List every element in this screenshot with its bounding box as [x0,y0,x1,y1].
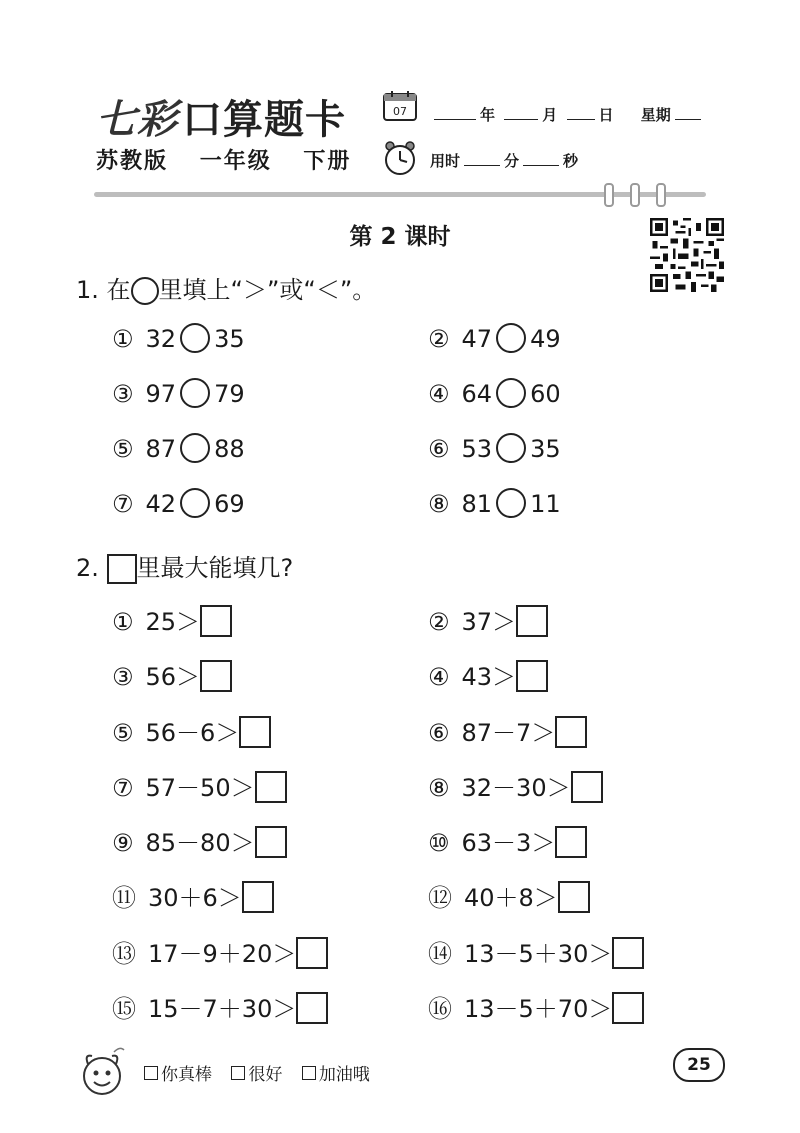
binder-ring [656,183,666,207]
q2-item [428,823,587,860]
answer-box[interactable] [612,937,644,969]
expression: 56－6＞ [145,719,240,747]
question-2-title [76,548,293,584]
rating-checkbox[interactable] [302,1066,316,1080]
answer-box[interactable] [296,992,328,1024]
left-number: 47 [461,325,493,353]
item-label: ⑤ [112,435,134,463]
right-number: 60 [530,380,561,408]
answer-circle[interactable] [180,488,210,518]
calendar-day: 07 [393,105,407,118]
binder-ring [630,183,640,207]
brand-suffix: 口算题卡 [182,96,346,143]
question-1-text-after: 里填上“＞”或“＜”。 [158,276,377,304]
answer-circle[interactable] [180,323,210,353]
left-number: 97 [145,380,177,408]
seconds-label: 秒 [563,152,579,170]
circle-symbol [131,277,159,305]
right-number: 79 [214,380,245,408]
q2-item [112,989,328,1026]
item-label: ⑦ [112,774,134,802]
q2-item [428,878,590,915]
q2-item [428,768,603,805]
item-label: ⑯ [428,995,452,1023]
answer-circle[interactable] [180,378,210,408]
calendar-icon [382,90,418,122]
item-label: ⑧ [428,774,450,802]
answer-box[interactable] [612,992,644,1024]
answer-circle[interactable] [496,488,526,518]
question-2-text: 里最大能填几? [136,554,294,582]
q2-item [112,602,232,639]
seconds-blank[interactable] [523,151,559,166]
right-number: 69 [214,490,245,518]
rating-label: 加油哦 [318,1065,370,1085]
item-label: ⑨ [112,829,134,857]
left-number: 81 [461,490,493,518]
item-label: ⑪ [112,884,136,912]
item-label: ⑦ [112,490,134,518]
answer-box[interactable] [555,716,587,748]
right-number: 35 [214,325,245,353]
question-2-number: 2. [76,554,99,582]
lesson-title: 第 2 课时 [349,224,451,250]
q2-item [112,713,271,750]
q2-item [428,602,548,639]
item-label: ③ [112,663,134,691]
expression: 13－5＋30＞ [464,940,613,968]
expression: 17－9＋20＞ [148,940,297,968]
item-label: ⑥ [428,719,450,747]
right-number: 11 [530,490,561,518]
q2-item [112,878,274,915]
binder-ring [604,183,614,207]
year-label: 年 [480,106,496,124]
expression: 57－50＞ [145,774,255,802]
item-label: ① [112,325,134,353]
expression: 25＞ [145,608,201,636]
item-label: ④ [428,380,450,408]
item-label: ④ [428,663,450,691]
month-label: 月 [542,106,558,124]
answer-circle[interactable] [496,378,526,408]
elapsed-label: 用时 [430,152,461,170]
month-blank[interactable] [504,105,538,120]
header-divider [94,192,706,197]
expression: 37＞ [461,608,517,636]
rating-label: 你真棒 [161,1065,212,1085]
q2-item [428,934,644,971]
item-label: ⑥ [428,435,450,463]
right-number: 35 [530,435,561,463]
question-1-number: 1. [76,276,99,304]
rating-checkbox[interactable] [231,1066,245,1080]
q2-item [112,768,287,805]
expression: 40＋8＞ [464,884,558,912]
answer-box[interactable] [516,605,548,637]
rating-checkbox[interactable] [144,1066,158,1080]
right-number: 88 [214,435,245,463]
question-1-title [76,270,376,305]
weekday-blank[interactable] [675,105,701,120]
left-number: 87 [145,435,177,463]
square-symbol [107,554,137,584]
page-number: 25 [673,1048,725,1082]
item-label: ⑩ [428,829,450,857]
answer-box[interactable] [516,660,548,692]
day-label: 日 [598,106,614,124]
q1-item [428,325,561,355]
edition-volume: 下册 [303,149,352,174]
right-number: 49 [530,325,561,353]
answer-circle[interactable] [496,323,526,353]
minutes-label: 分 [504,152,520,170]
expression: 30＋6＞ [148,884,242,912]
year-blank[interactable] [434,105,476,120]
q2-item [112,934,328,971]
answer-box[interactable] [296,937,328,969]
answer-box[interactable] [242,881,274,913]
brand-title [96,88,346,145]
rating-label: 很好 [248,1065,283,1085]
weekday-label: 星期 [640,106,671,124]
expression: 56＞ [145,663,201,691]
q1-item [112,435,245,465]
time-fill-line [430,150,578,171]
answer-box[interactable] [255,826,287,858]
answer-box[interactable] [255,771,287,803]
date-fill-line [430,104,705,125]
item-label: ⑫ [428,884,452,912]
q2-item [428,989,644,1026]
q2-item [428,657,548,694]
qr-code-icon[interactable] [650,218,724,292]
answer-box[interactable] [555,826,587,858]
q1-item [112,490,245,520]
item-label: ⑧ [428,490,450,518]
day-blank[interactable] [567,105,595,120]
item-label: ② [428,608,450,636]
q1-item [428,435,561,465]
q1-item [112,325,245,355]
edition-line [96,144,373,175]
expression: 87－7＞ [461,719,556,747]
self-rating [144,1060,384,1085]
left-number: 42 [145,490,177,518]
expression: 13－5＋70＞ [464,995,613,1023]
q1-item [112,380,245,410]
left-number: 32 [145,325,177,353]
expression: 63－3＞ [461,829,556,857]
mascot-icon [72,1042,132,1102]
q2-item [112,657,232,694]
q1-item [428,490,561,520]
q2-item [112,823,287,860]
item-label: ⑬ [112,940,136,968]
answer-box[interactable] [200,605,232,637]
answer-circle[interactable] [180,433,210,463]
edition-grade: 一年级 [199,149,272,174]
expression: 43＞ [461,663,517,691]
question-1-text-before: 在 [106,276,131,304]
answer-box[interactable] [558,881,590,913]
item-label: ③ [112,380,134,408]
item-label: ⑤ [112,719,134,747]
item-label: ① [112,608,134,636]
item-label: ⑭ [428,940,452,968]
answer-box[interactable] [571,771,603,803]
q2-item [428,713,587,750]
answer-box[interactable] [200,660,232,692]
expression: 15－7＋30＞ [148,995,297,1023]
edition-publisher: 苏教版 [96,149,169,174]
answer-box[interactable] [239,716,271,748]
page-header [0,0,800,210]
alarm-clock-icon [382,140,418,176]
left-number: 64 [461,380,493,408]
expression: 32－30＞ [461,774,571,802]
q1-item [428,380,561,410]
brand-prefix: 七彩 [96,96,178,143]
expression: 85－80＞ [145,829,255,857]
item-label: ② [428,325,450,353]
left-number: 53 [461,435,493,463]
item-label: ⑮ [112,995,136,1023]
answer-circle[interactable] [496,433,526,463]
minutes-blank[interactable] [464,151,500,166]
